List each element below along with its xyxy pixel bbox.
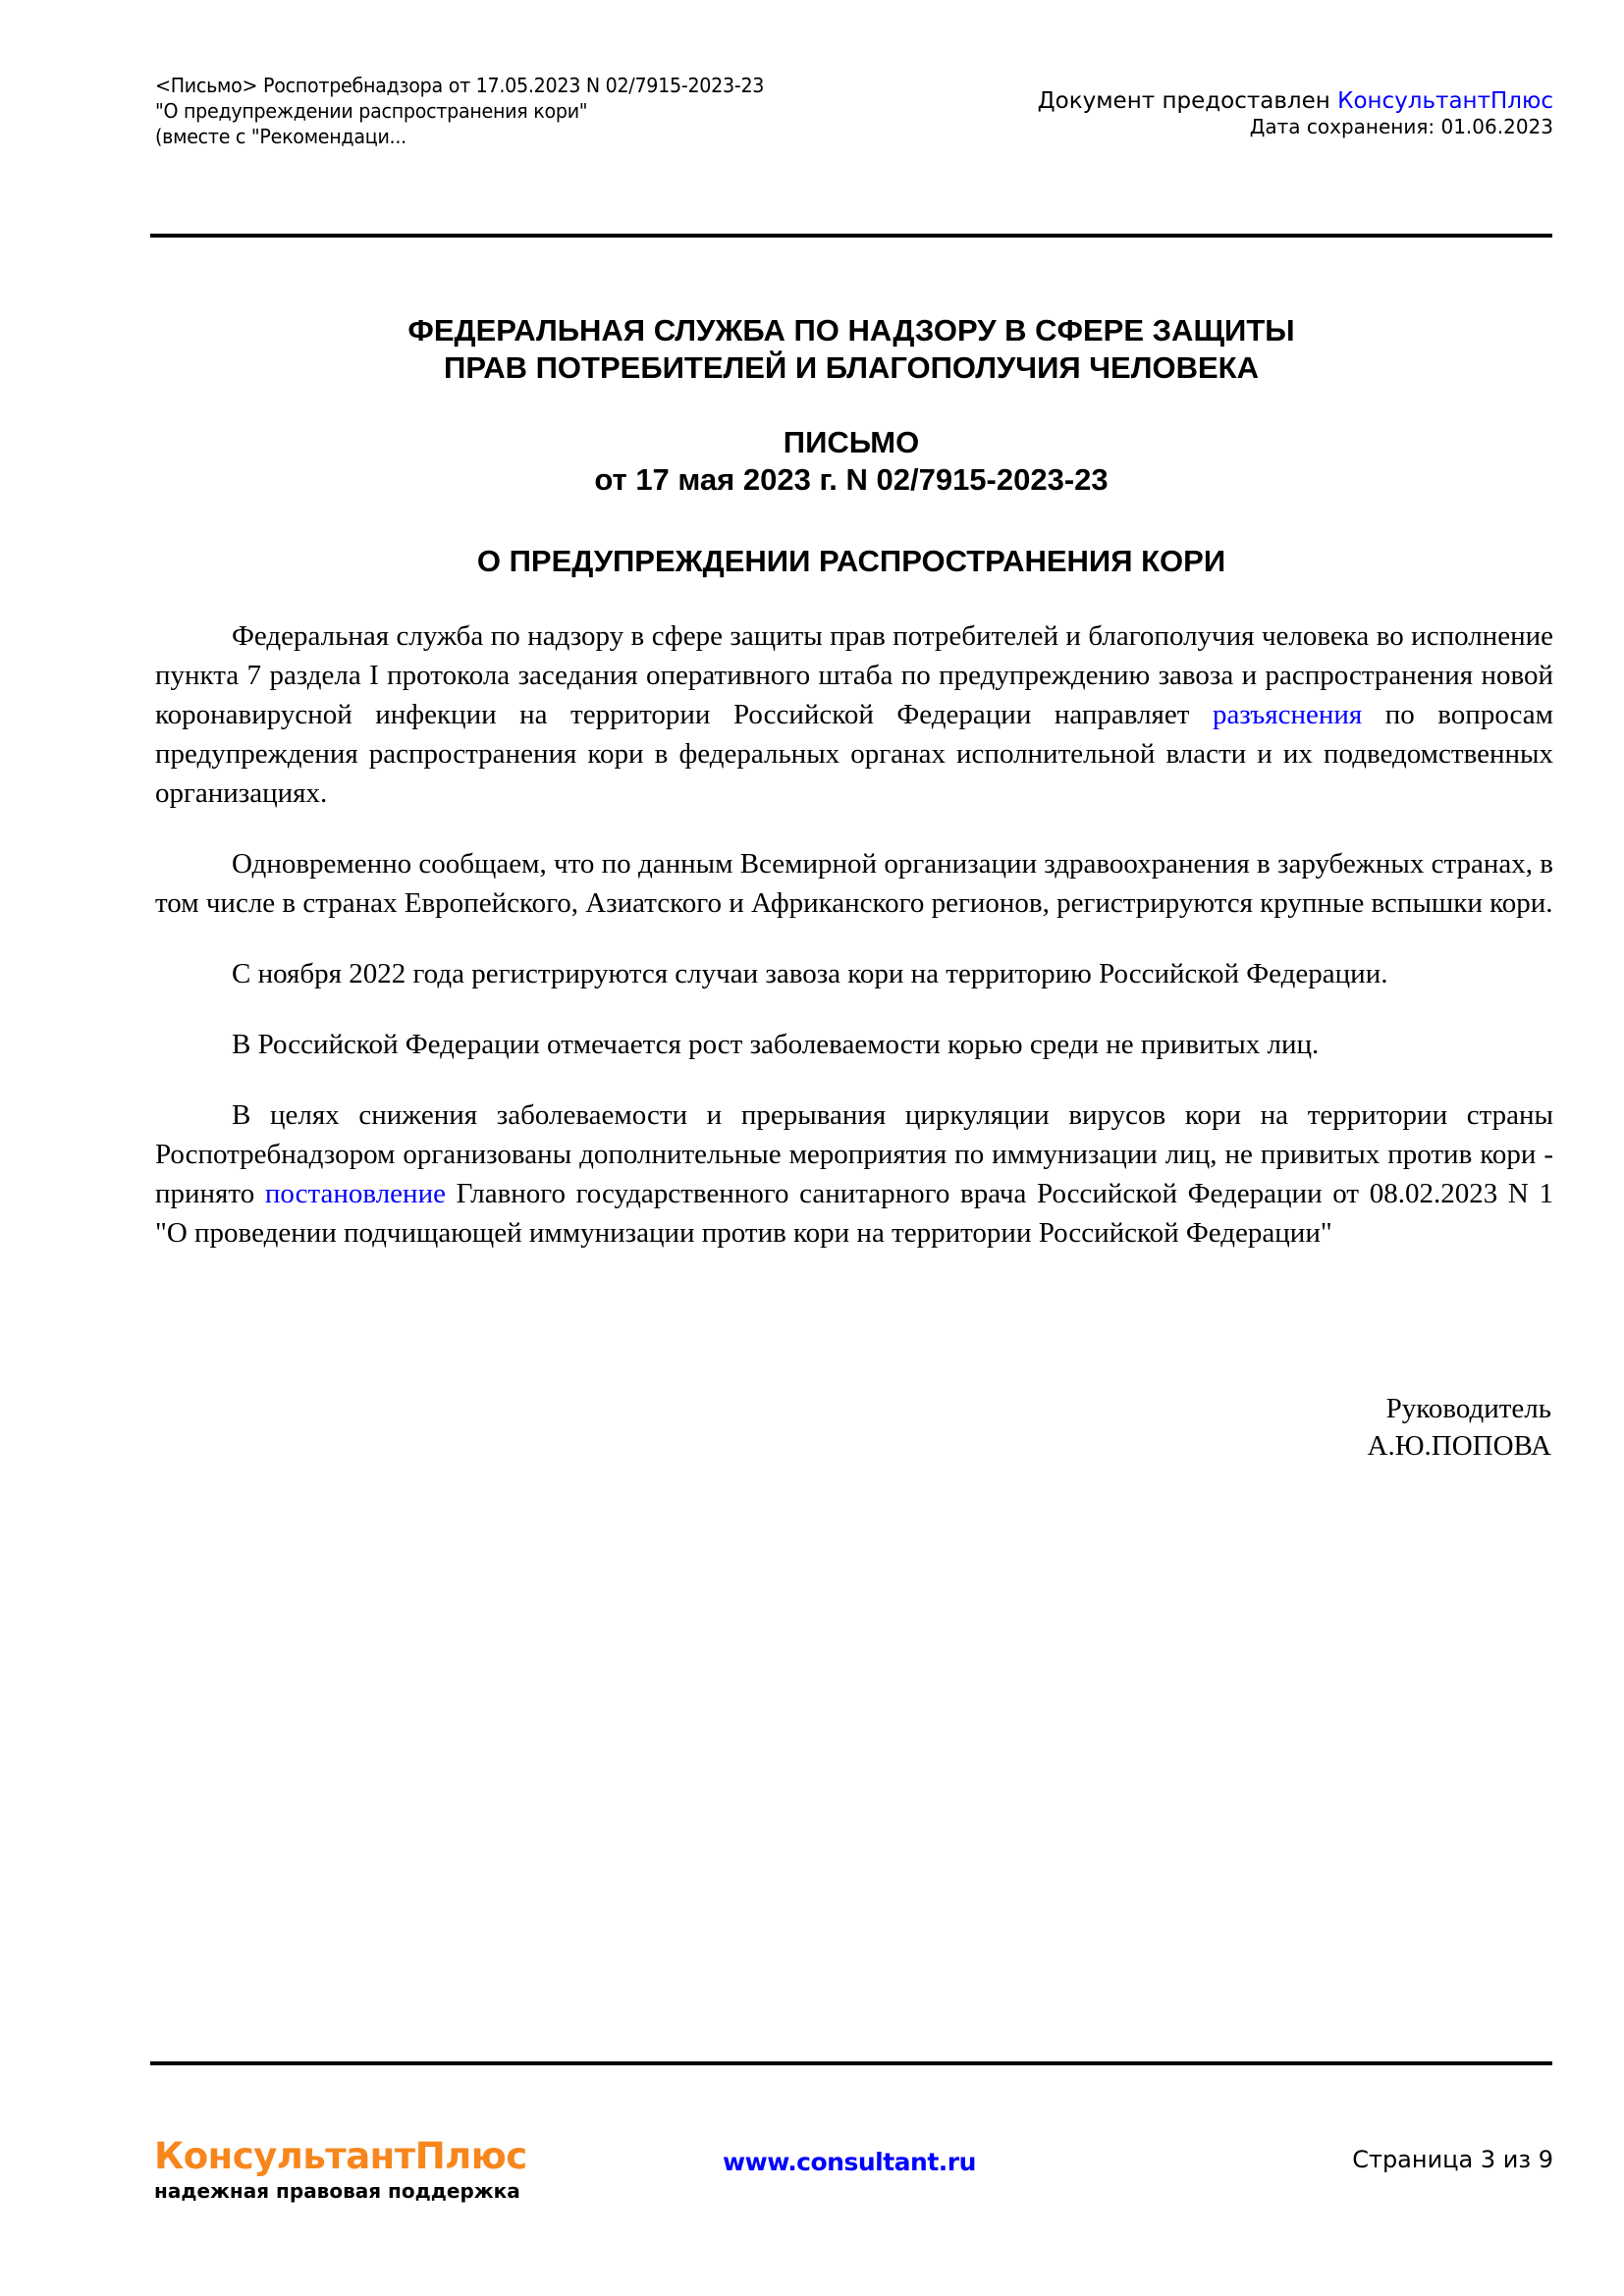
- paragraph-3: С ноября 2022 года регистрируются случаи завоза кори на территорию Российской Федерации.: [232, 958, 1388, 989]
- provided-by: [1038, 88, 1553, 114]
- paragraph-5: [155, 1095, 1553, 1253]
- paragraph-text: В целях снижения заболеваемости и прерывания циркуляции вирусов кори на территории страны Роспотребнадзором организованы дополнительные мероприятия по иммунизации лиц, не привитых против кори - принято: [155, 1099, 1553, 1209]
- header-divider: [150, 234, 1552, 238]
- document-header-title: [155, 73, 813, 149]
- paragraph-text: по вопросам предупреждения распространения кори в федеральных органах исполнительной власти и их подведомственных организациях.: [155, 699, 1553, 809]
- signatory-name: А.Ю.ПОПОВА: [1367, 1430, 1551, 1462]
- header-title-line: "О предупреждении распространения кори": [155, 99, 588, 123]
- page-indicator: Страница 3 из 9: [1352, 2146, 1553, 2173]
- resolution-link[interactable]: постановление: [264, 1178, 446, 1209]
- document-date-number: от 17 мая 2023 г. N 02/7915-2023-23: [594, 462, 1109, 497]
- paragraph-4: В Российской Федерации отмечается рост заболеваемости корью среди не привитых лиц.: [232, 1029, 1320, 1060]
- header-title-line: <Письмо> Роспотребнадзора от 17.05.2023 N 02/7915-2023-23: [155, 74, 765, 97]
- signatory-position: Руководитель: [1385, 1393, 1551, 1424]
- provided-by-label: Документ предоставлен: [1037, 88, 1338, 114]
- paragraph-1: [155, 616, 1553, 813]
- brand-tagline: надежная правовая поддержка: [154, 2179, 520, 2203]
- paragraph-2: Одновременно сообщаем, что по данным Всемирной организации здравоохранения в зарубежных странах, в том числе в странах Европейского, Азиатского и Африканского регионов, регистрируются крупные вспышки кори.: [155, 848, 1553, 919]
- consultant-plus-logo: [154, 2135, 527, 2204]
- document-body: [155, 616, 1553, 1284]
- agency-name-line: ПРАВ ПОТРЕБИТЕЛЕЙ И БЛАГОПОЛУЧИЯ ЧЕЛОВЕКА: [444, 350, 1259, 385]
- clarifications-link[interactable]: разъяснения: [1212, 699, 1363, 730]
- document-provider-info: [1038, 88, 1553, 139]
- agency-name-line: ФЕДЕРАЛЬНАЯ СЛУЖБА ПО НАДЗОРУ В СФЕРЕ ЗАЩИТЫ: [407, 313, 1295, 347]
- header-title-line: (вместе с "Рекомендаци...: [155, 125, 406, 148]
- footer-divider: [150, 2061, 1552, 2065]
- save-date: Дата сохранения: 01.06.2023: [1249, 115, 1553, 138]
- paragraph-text: Главного государственного санитарного врача Российской Федерации от 08.02.2023 N 1 "О проведении подчищающей иммунизации против кори на территории Российской Федерации": [155, 1178, 1553, 1249]
- signature-block: [1368, 1390, 1551, 1465]
- agency-name: [150, 312, 1552, 387]
- paragraph-text: Федеральная служба по надзору в сфере защиты прав потребителей и благополучия человека во исполнение пункта 7 раздела I протокола заседания оперативного штаба по предупреждению завоза и распространения новой коронавирусной инфекции на территории Российской Федерации направляет: [155, 620, 1553, 730]
- website-link[interactable]: www.consultant.ru: [723, 2148, 976, 2176]
- brand-name: КонсультантПлюс: [154, 2135, 527, 2177]
- document-type-block: [150, 424, 1552, 499]
- document-type: ПИСЬМО: [783, 425, 920, 459]
- consultant-plus-link[interactable]: КонсультантПлюс: [1337, 88, 1553, 114]
- document-subject: О ПРЕДУПРЕЖДЕНИИ РАСПРОСТРАНЕНИЯ КОРИ: [476, 544, 1226, 578]
